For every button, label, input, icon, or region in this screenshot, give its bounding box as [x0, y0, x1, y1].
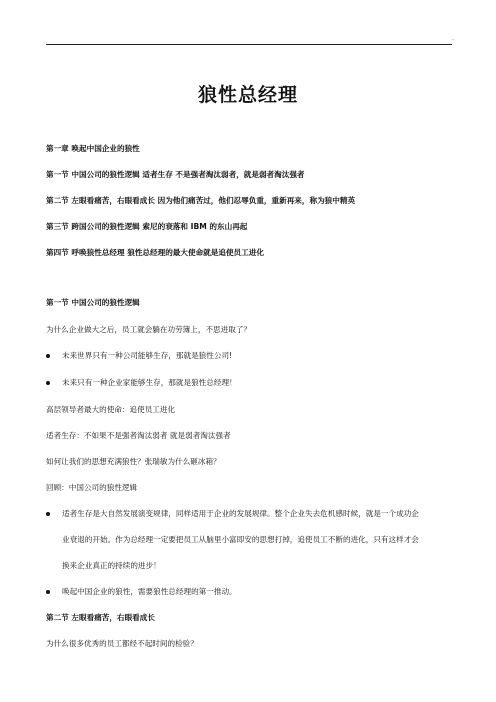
bullet-text: 唤起中国企业的狼性，需要狼性总经理的第一推动。	[62, 587, 237, 596]
bullet-dot-icon	[46, 590, 50, 594]
toc-section-3: 第三节 跨国公司的狼性逻辑 索尼的衰落和 IBM 的东山再起	[46, 222, 248, 231]
bullet-dot-icon	[46, 512, 50, 516]
paragraph-review: 回顾：中国公司的狼性逻辑	[46, 483, 138, 492]
bullet-text: 未来世界只有一种公司能够生存，那就是狼性公司!	[62, 351, 233, 360]
paragraph-question: 如何让我们的思想充满狼性？张瑞敏为什么砸冰箱？	[46, 457, 221, 466]
paragraph-survival: 适者生存：不如果不是强者淘汰弱者 就是弱者淘汰强者	[46, 431, 231, 440]
section-1-question: 为什么企业做大之后，员工就会躺在功劳簿上，不思进取了？	[46, 325, 252, 334]
bullet-dot-icon	[46, 381, 50, 385]
header-rule	[46, 44, 452, 45]
bullet-text: 适者生存是大自然发展演变规律，同样适用于企业的发展规律。整个企业失去危机感时候，就是一个成功企	[62, 509, 419, 518]
header-dot: .	[452, 35, 454, 42]
section-2-question: 为什么很多优秀的员工都经不起时间的检验？	[46, 639, 198, 648]
bullet-dot-icon	[46, 354, 50, 358]
toc-section-1: 第一节 中国公司的狼性逻辑 适者生存 不是强者淘汰弱者，就是弱者淘汰强者	[46, 170, 305, 179]
page-title: 狼性总经理	[197, 84, 298, 106]
paragraph-mission: 高层领导者最大的使命：追使员工进化	[46, 405, 176, 414]
bullet-text: 未来只有一种企业家能够生存，那就是狼性总经理！	[62, 378, 237, 387]
section-2-heading: 第二节 左眼看痛苦，右眼看成长	[46, 613, 155, 622]
toc-section-2: 第二节 左眼看痛苦，右眼看成长 因为他们痛苦过，他们忍辱负重，重新再来，称为狼中精英	[46, 196, 356, 205]
section-1-heading: 第一节 中国公司的狼性逻辑	[46, 298, 140, 307]
bullet-continuation-line: 换来企业真正的持续的进步！	[62, 561, 161, 570]
bullet-continuation-line: 业衰退的开始。作为总经理一定要把员工从脑里小富即安的思想打掉，追使员工不断的进化，只有这样才会	[62, 535, 419, 544]
toc-chapter-1: 第一章 唤起中国企业的狼性	[46, 144, 140, 153]
toc-section-4: 第四节 呼唤狼性总经理 狼性总经理的最大使命就是追使员工进化	[46, 248, 264, 257]
